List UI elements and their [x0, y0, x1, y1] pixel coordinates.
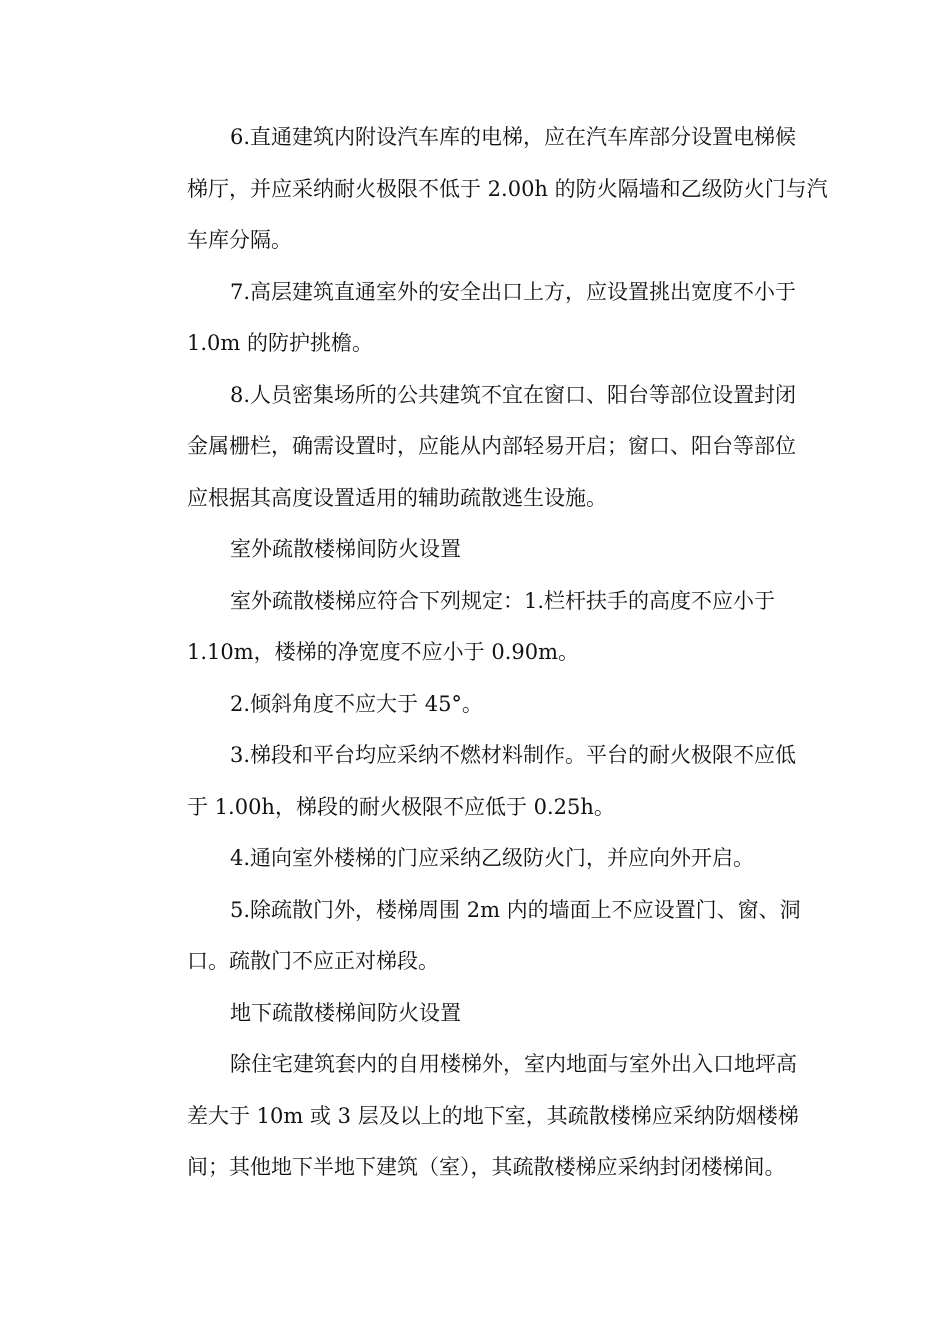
text-line: 6.直通建筑内附设汽车库的电梯，应在汽车库部分设置电梯候	[230, 125, 797, 149]
section-heading: 室外疏散楼梯间防火设置	[230, 537, 461, 561]
text-line: 梯厅，并应采纳耐火极限不低于 2.00h 的防火隔墙和乙级防火门与汽	[187, 176, 828, 201]
text-line: 5.除疏散门外，楼梯周围 2m 内的墙面上不应设置门、窗、洞	[230, 897, 801, 922]
text-line: 金属栅栏，确需设置时，应能从内部轻易开启；窗口、阳台等部位	[187, 434, 796, 458]
text-line: 差大于 10m 或 3 层及以上的地下室，其疏散楼梯应采纳防烟楼梯	[187, 1103, 799, 1128]
paragraph-outdoor-rules-4	[145, 833, 810, 885]
text-line: 8.人员密集场所的公共建筑不宜在窗口、阳台等部位设置封闭	[230, 382, 797, 407]
paragraph-item-7	[145, 267, 810, 370]
text-line: 室外疏散楼梯应符合下列规定：1.栏杆扶手的高度不应小于	[230, 588, 776, 613]
text-line: 3.梯段和平台均应采纳不燃材料制作。平台的耐火极限不应低	[230, 743, 797, 767]
paragraph-outdoor-rules-1	[145, 576, 810, 679]
paragraph-outdoor-rules-2	[145, 679, 810, 731]
text-line: 2.倾斜角度不应大于 45°。	[230, 691, 483, 716]
section-heading: 地下疏散楼梯间防火设置	[230, 1000, 461, 1025]
text-line: 1.0m 的防护挑檐。	[187, 331, 373, 355]
text-line: 7.高层建筑直通室外的安全出口上方，应设置挑出宽度不小于	[230, 279, 797, 304]
section-heading-underground-stairs	[145, 988, 810, 1040]
text-line: 车库分隔。	[187, 228, 292, 252]
document-body	[145, 112, 828, 1194]
text-line: 于 1.00h，梯段的耐火极限不应低于 0.25h。	[187, 794, 615, 819]
paragraph-item-6	[145, 112, 828, 267]
text-line: 口。疏散门不应正对梯段。	[187, 949, 439, 973]
paragraph-item-8	[145, 370, 810, 525]
paragraph-outdoor-rules-5	[145, 885, 810, 988]
paragraph-outdoor-rules-3	[145, 730, 810, 833]
text-line: 应根据其高度设置适用的辅助疏散逃生设施。	[187, 485, 607, 510]
paragraph-underground-rules	[145, 1039, 810, 1194]
text-line: 间；其他地下半地下建筑（室），其疏散楼梯应采纳封闭楼梯间。	[187, 1155, 786, 1179]
text-line: 1.10m，楼梯的净宽度不应小于 0.90m。	[187, 640, 580, 664]
text-line: 除住宅建筑套内的自用楼梯外，室内地面与室外出入口地坪高	[230, 1052, 797, 1076]
section-heading-outdoor-stairs	[145, 524, 810, 576]
text-line: 4.通向室外楼梯的门应采纳乙级防火门，并应向外开启。	[230, 846, 755, 870]
